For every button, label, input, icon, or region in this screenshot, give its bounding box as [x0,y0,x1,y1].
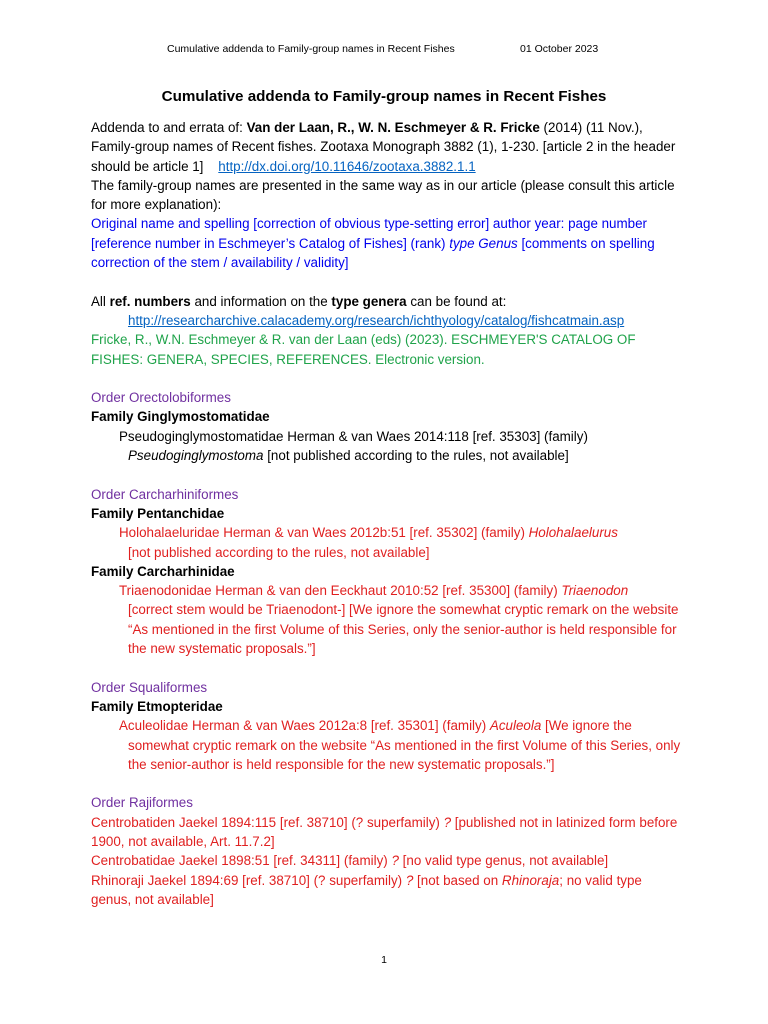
family-heading-etmopteridae: Family Etmopteridae [91,698,223,714]
entry-triaenodonidae-cont: [correct stem would be Triaenodont-] [We ignore the somewhat cryptic remark on the website “As mentioned in the first Volume of this Series, only the senior-author is held responsible for the new systematic proposals.”] [128,602,679,657]
order-heading-orectolobiformes: Order Orectolobiformes [91,390,231,406]
entry-pseudoginglymostomatidae-cont: Pseudoginglymostoma [not published according to the rules, not available] [128,448,569,464]
format-description: Original name and spelling [correction of obvious type-setting error] author year: page number [reference number in Eschmeyer’s Catalog of Fishes] (rank) type Genus [comments on spelling correction of the stem / availability / validity] [91,216,655,271]
order-heading-squaliformes: Order Squaliformes [91,679,208,695]
entry-rhinoraji: Rhinoraji Jaekel 1894:69 [ref. 38710] (? superfamily) ? [not based on Rhinoraja; no valid type genus, not available] [91,872,642,907]
refs-info: All ref. numbers and information on the type genera can be found at: [91,293,507,309]
family-heading-pentanchidae: Family Pentanchidae [91,505,225,521]
order-heading-rajiformes: Order Rajiformes [91,795,193,811]
catalog-citation: Fricke, R., W.N. Eschmeyer & R. van der Laan (eds) (2023). ESCHMEYER'S CATALOG OF FISHES: GENERA, SPECIES, REFERENCES. Electronic version. [91,332,636,367]
document-body [91,118,681,909]
running-header-date: 01 October 2023 [520,43,599,55]
order-heading-carcharhiniformes: Order Carcharhiniformes [91,486,239,502]
entry-holohalaeluridae-cont: [not published according to the rules, not available] [128,544,430,560]
entry-holohalaeluridae: Holohalaeluridae Herman & van Waes 2012b:51 [ref. 35302] (family) Holohalaelurus [119,525,618,541]
catalog-link-line [91,311,681,330]
entry-triaenodonidae: Triaenodonidae Herman & van den Eeckhaut 2010:52 [ref. 35300] (family) Triaenodon [119,583,629,599]
family-heading-ginglymostomatidae: Family Ginglymostomatidae [91,409,270,425]
family-heading-carcharhinidae: Family Carcharhinidae [91,563,235,579]
entry-centrobatiden: Centrobatiden Jaekel 1894:115 [ref. 38710] (? superfamily) ? [published not in latinized form before 1900, not available, Art. 11.7.2] [91,814,678,849]
entry-centrobatidae: Centrobatidae Jaekel 1898:51 [ref. 34311] (family) ? [no valid type genus, not available] [91,853,609,869]
running-header-title: Cumulative addenda to Family-group names in Recent Fishes [167,43,455,55]
entry-aculeolidae: Aculeolidae Herman & van Waes 2012a:8 [ref. 35301] (family) Aculeola [We ignore the somewhat cryptic remark on the website “As mentioned in the first Volume of this Series, only the senior-author is held responsible for the new systematic proposals.”] [119,718,681,772]
page-number: 1 [381,954,387,966]
authors: Van der Laan, R., W. N. Eschmeyer & R. Fricke [246,120,540,135]
catalog-link[interactable]: http://researcharchive.calacademy.org/research/ichthyology/catalog/fishcatmain.asp [128,312,625,328]
intro-format-note: The family-group names are presented in the same way as in our article (please consult this article for more explanation): [91,177,675,213]
document-title: Cumulative addenda to Family-group names in Recent Fishes [161,88,607,105]
intro-paragraph: Addenda to and errata of: Van der Laan, R., W. N. Eschmeyer & R. Fricke (2014) (11 Nov.), Family-group names of Recent fishes. Zootaxa Monograph 3882 (1), 1-230. [article 2 in the header should be article 1] http://dx.doi.org/10.11646/zootaxa.3882.1.1 [91,120,676,174]
doi-link[interactable]: http://dx.doi.org/10.11646/zootaxa.3882.1.1 [218,158,476,174]
entry-pseudoginglymostomatidae: Pseudoginglymostomatidae Herman & van Waes 2014:118 [ref. 35303] (family) [119,428,588,444]
